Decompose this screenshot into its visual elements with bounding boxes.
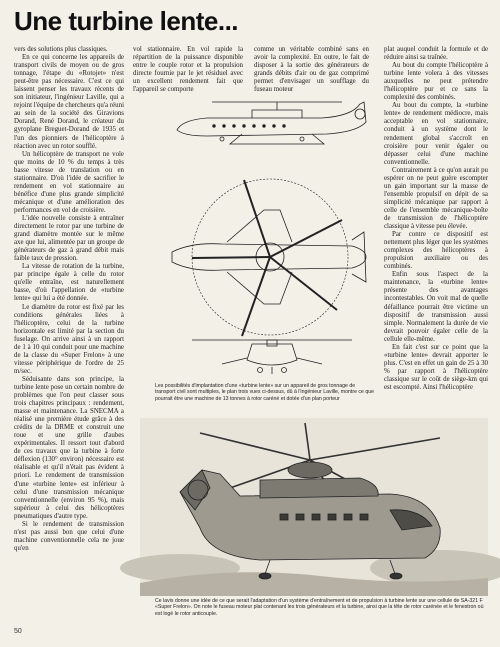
text-column-4 (384, 46, 488, 446)
paragraph: En ce qui concerne les appareils de transport civils de moyen ou de gros tonnage, l'étape du «Rotojet» n'est peut-être pas nécessaire. C'est ce qui laissent penser les travaux récents de son initiateur, l'ingénieur Laville, qui a rejoint l'équipe de chercheurs qu'a réuni au sein de la société des Giravions Dorand, René Dorand, le créateur du gyroplane Breguet-Dorand de 1935 et l'un des pionniers de l'hélicoptère à réaction avec un rotor soufflé. (14, 54, 124, 150)
paragraph: Au bout du compte, la «turbine lente» de rendement médiocre, mais acceptable en vol stationnaire, conduit à un système dont le rendement global s'accroît en croisière pour venir égaler ou dépasser celui d'une machine conventionnelle. (384, 102, 488, 166)
paragraph: Séduisante dans son principe, la turbine lente pose un certain nombre de problèmes que l'on peut classer sous trois chapitres principaux : rendement, masse et maintenance. La SNECMA a réalisé une première étude grâce à des crédits de la DRME et construit une roue et une grille d'aubes expérimentales. Il ressort tout d'abord de ces travaux que la turbine à forte déflexion (130° environ) nécessaire est réalisable et qu'il n'était pas évident à priori. Le rendement de transmission d'une «turbine lente» est inférieur à celui d'une transmission mécanique conventionnelle (environ 95 %), mais supérieur à celui des hélicoptères pneumatiques d'autre type. (14, 375, 124, 520)
top-view (172, 179, 366, 336)
paragraph: Contrairement à ce qu'on aurait pu espérer on ne peut guère escompter un gain important sur la masse de l'ensemble propulsif en dépit de sa simplicité mécanique par rapport à celle de l'ensemble mécanique-boîte de transmission de l'hélicoptère classique à vitesse peu élevée. (384, 166, 488, 231)
figure-1-caption: Les possibilités d'implantation d'une «turbine lente» sur un appareil de gros tonnage de transport civil sont multiples, le plan trois vues ci-dessus, dû à l'ingénieur Laville, montre ce que pourrait être une machine de 13 tonnes à rotor caréné et dotée d'un plan porteur (155, 383, 374, 402)
paragraph: En fait c'est sur ce point que la «turbine lente» devrait apporter le plus. C'est en effet un gain de 25 à 30 % par rapport à l'hélicoptère classique sur le coût de siège-km qui est escompté. Ainsi l'hélicoptère (384, 343, 488, 391)
paragraph: vers des solutions plus classiques. (14, 46, 108, 53)
paragraph: Enfin sous l'aspect de la maintenance, la «turbine lente» présente des avantages incontestables. On voit mal de quelle défaillance pourrait être victime un dispositif de transmission aussi simple. Normalement la durée de vie devrait pouvoir égaler celle de la cellule elle-même. (384, 271, 488, 343)
page-number: 50 (14, 628, 22, 635)
paragraph: L'idée nouvelle consiste à entraîner directement le rotor par une turbine de grand diamètre montée sur le même axe que lui, alimentée par un groupe de générateurs de gaz à grand débit mais faible taux de pression. (14, 214, 124, 263)
front-view (192, 340, 352, 374)
paragraph: comme un véritable combiné sans en avoir la complexité. En outre, le fait de disposer à la sortie des générateurs de grands débits d'air ou de gaz comprimé permet d'envisager un soufflage du fuseau moteur (254, 46, 369, 94)
paragraph: La vitesse de rotation de la turbine, par principe égale à celle du rotor qu'elle entraîne, est naturellement basse, d'où l'appellation de «turbine lente» qui lui a été donnée. (14, 263, 124, 303)
figure-2-caption: Ce lavis donne une idée de ce que serait l'adaptation d'un système d'entraînement et de propulsion à turbine lente sur une cellule de SA-321 F «Super Frelon». On note le fuseau moteur plat contenant les trois générateurs et la turbine, ainsi que la tête de rotor carénée et le fenestron où est logé le rotor anticouple. (155, 598, 484, 617)
text-column-2 (133, 46, 243, 94)
paragraph: Si le rendement de transmission n'est pas aussi bon que celui d'une machine conventionnelle cela ne joue qu'en (14, 520, 124, 552)
paragraph: Le diamètre du rotor est fixé par les conditions générales liées à l'hélicoptère, celui de la turbine horizontale est limité par la section du fuselage. On arrive ainsi à un rapport de 1 à 10 qui conduit pour une machine de la classe du «Super Frelon» à une vitesse périphérique de l'ordre de 25 m/sec. (14, 303, 124, 375)
side-view (177, 102, 366, 144)
helicopter-illustration (140, 418, 488, 596)
paragraph: vol stationnaire. En vol rapide la répartition de la puissance disponible entre le couple rotor et la propulsion directe fournie par le jet résiduel avec un excellent rendement fait que l'appareil se comporte (133, 46, 243, 94)
text-column-3 (254, 46, 369, 94)
paragraph: plat auquel conduit la formule et de réduire ainsi sa traînée. (384, 46, 488, 62)
paragraph: Au bout du compte l'hélicoptère à turbine lente volera à des vitesses auxquelles ne peut prétendre l'hélicoptère pur et ce sans la complexité des combinés. (384, 62, 488, 102)
article-title: Une turbine lente... (14, 6, 239, 36)
paragraph: Par contre ce dispositif est nettement plus léger que les systèmes complexes des hélicoptères à propulsion auxiliaire ou des combinés. (384, 231, 488, 271)
three-view-drawing (152, 92, 377, 382)
paragraph: Un hélicoptère de transport ne vole que moins de 10 % du temps à très basse vitesse de translation ou en stationnaire. D'où l'idée de sacrifier le rendement en vol stationnaire au bénéfice d'une plus grande simplicité mécanique et d'une amélioration des performances en vol de croisière. (14, 150, 124, 214)
text-column-1 (14, 46, 124, 631)
